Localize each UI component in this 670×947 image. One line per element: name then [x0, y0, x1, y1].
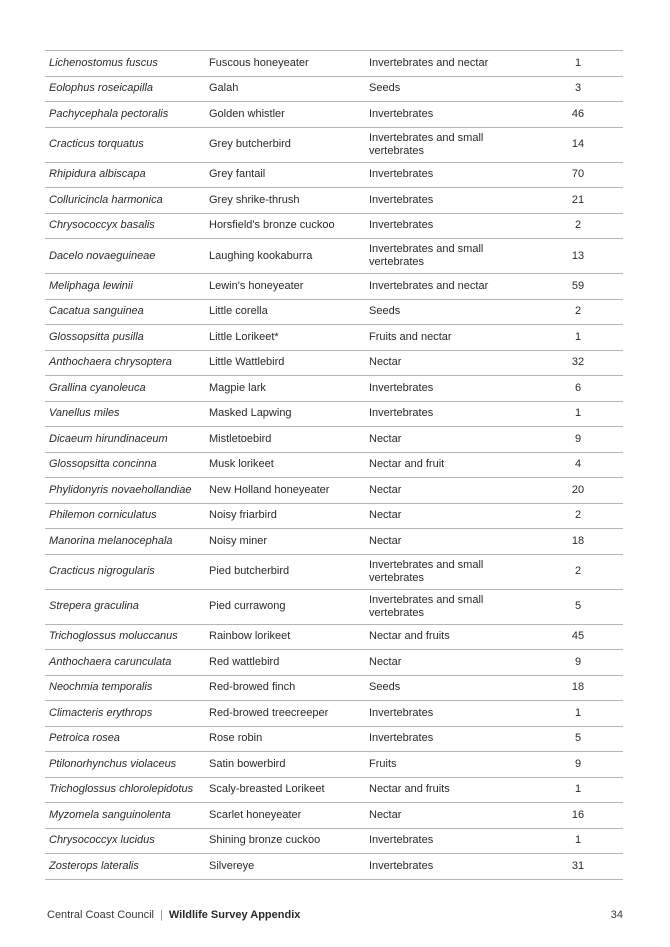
diet-cell: Seeds	[369, 681, 401, 694]
diet-cell: Nectar	[369, 534, 402, 547]
footer-document-title: Wildlife Survey Appendix	[168, 909, 301, 921]
common-name-cell: Little corella	[209, 305, 268, 318]
diet-cell: Nectar	[369, 432, 402, 445]
scientific-name-cell: Glossopsitta concinna	[49, 458, 157, 471]
common-name-cell: Mistletoebird	[209, 432, 272, 445]
count-cell: 21	[571, 193, 585, 206]
count-cell: 70	[571, 168, 585, 181]
scientific-name-cell: Ptilonorhynchus violaceus	[49, 757, 177, 770]
diet-cell: Invertebrates	[369, 381, 434, 394]
count-cell: 13	[571, 249, 585, 262]
count-cell: 1	[574, 706, 582, 719]
table-row	[45, 401, 623, 427]
table-row	[45, 777, 623, 803]
diet-cell: Invertebrates	[369, 193, 434, 206]
diet-cell: Fruits	[369, 757, 397, 770]
diet-cell: Fruits and nectar	[369, 330, 452, 343]
common-name-cell: Horsfield's bronze cuckoo	[209, 219, 335, 232]
diet-cell: Invertebrates and small vertebrates	[369, 243, 484, 268]
table-row	[45, 624, 623, 650]
common-name-cell: Noisy friarbird	[209, 509, 277, 522]
table-row	[45, 325, 623, 351]
table-row	[45, 803, 623, 829]
count-cell: 2	[574, 219, 582, 232]
scientific-name-cell: Myzomela sanguinolenta	[49, 808, 171, 821]
count-cell: 1	[574, 56, 582, 69]
diet-cell: Invertebrates	[369, 834, 434, 847]
scientific-name-cell: Philemon corniculatus	[49, 509, 157, 522]
table-row	[45, 478, 623, 504]
count-cell: 6	[574, 381, 582, 394]
common-name-cell: Red-browed finch	[209, 681, 296, 694]
count-cell: 32	[571, 356, 585, 369]
count-cell: 1	[574, 834, 582, 847]
count-cell: 5	[574, 732, 582, 745]
table-row	[45, 503, 623, 529]
diet-cell: Invertebrates	[369, 859, 434, 872]
table-row	[45, 350, 623, 376]
common-name-cell: Grey butcherbird	[209, 138, 291, 150]
page-number: 34	[610, 909, 623, 921]
count-cell: 9	[574, 432, 582, 445]
table-row	[45, 854, 623, 880]
table-row	[45, 752, 623, 778]
diet-cell: Invertebrates and nectar	[369, 56, 489, 69]
scientific-name-cell: Pachycephala pectoralis	[49, 107, 169, 120]
scientific-name-cell: Trichoglossus moluccanus	[49, 630, 178, 643]
page-footer	[47, 909, 623, 921]
common-name-cell: Red wattlebird	[209, 655, 280, 668]
diet-cell: Seeds	[369, 82, 401, 95]
common-name-cell: Grey shrike-thrush	[209, 193, 300, 206]
count-cell: 46	[571, 107, 585, 120]
common-name-cell: Lewin's honeyeater	[209, 279, 304, 292]
table-row	[45, 376, 623, 402]
count-cell: 2	[574, 509, 582, 522]
table-row	[45, 274, 623, 300]
diet-cell: Seeds	[369, 305, 401, 318]
table-row	[45, 589, 623, 624]
count-cell: 9	[574, 655, 582, 668]
common-name-cell: Scaly-breasted Lorikeet	[209, 783, 325, 796]
scientific-name-cell: Colluricincla harmonica	[49, 193, 163, 206]
count-cell: 1	[574, 330, 582, 343]
count-cell: 20	[571, 483, 585, 496]
table-row	[45, 76, 623, 102]
table-body	[45, 51, 623, 880]
count-cell: 16	[571, 808, 585, 821]
scientific-name-cell: Dicaeum hirundinaceum	[49, 432, 168, 445]
count-cell: 2	[574, 305, 582, 318]
common-name-cell: Grey fantail	[209, 168, 266, 181]
count-cell: 59	[571, 279, 585, 292]
table-row	[45, 239, 623, 274]
common-name-cell: Fuscous honeyeater	[209, 56, 309, 69]
scientific-name-cell: Trichoglossus chlorolepidotus	[49, 783, 194, 796]
footer-organization: Central Coast Council	[47, 909, 154, 921]
count-cell: 14	[571, 138, 585, 150]
count-cell: 18	[571, 681, 585, 694]
table-row	[45, 127, 623, 162]
count-cell: 45	[571, 630, 585, 643]
diet-cell: Invertebrates and small vertebrates	[369, 593, 484, 619]
diet-cell: Nectar	[369, 655, 402, 668]
table-row	[45, 427, 623, 453]
scientific-name-cell: Lichenostomus fuscus	[49, 56, 158, 69]
table-row	[45, 726, 623, 752]
count-cell: 18	[571, 534, 585, 547]
scientific-name-cell: Anthochaera chrysoptera	[49, 356, 172, 369]
diet-cell: Nectar and fruit	[369, 458, 445, 471]
scientific-name-cell: Cacatua sanguinea	[49, 305, 144, 318]
diet-cell: Nectar	[369, 483, 402, 496]
common-name-cell: Laughing kookaburra	[209, 249, 313, 262]
scientific-name-cell: Anthochaera carunculata	[49, 655, 172, 668]
scientific-name-cell: Meliphaga lewinii	[49, 279, 133, 292]
scientific-name-cell: Petroica rosea	[49, 732, 120, 745]
common-name-cell: Noisy miner	[209, 534, 268, 547]
diet-cell: Invertebrates and small vertebrates	[369, 131, 484, 157]
common-name-cell: Magpie lark	[209, 381, 266, 394]
bird-species-table	[45, 50, 623, 880]
diet-cell: Invertebrates and small vertebrates	[369, 558, 484, 584]
diet-cell: Nectar	[369, 509, 402, 522]
table-row	[45, 188, 623, 214]
scientific-name-cell: Neochmia temporalis	[49, 681, 153, 694]
table-row	[45, 299, 623, 325]
common-name-cell: Satin bowerbird	[209, 757, 286, 770]
diet-cell: Invertebrates	[369, 107, 434, 120]
diet-cell: Invertebrates and nectar	[369, 279, 489, 292]
count-cell: 2	[574, 565, 582, 577]
common-name-cell: Little Lorikeet*	[209, 330, 279, 343]
count-cell: 4	[574, 458, 582, 471]
diet-cell: Nectar	[369, 356, 402, 369]
common-name-cell: Red-browed treecreeper	[209, 706, 329, 719]
common-name-cell: Masked Lapwing	[209, 407, 292, 420]
scientific-name-cell: Cracticus torquatus	[49, 138, 144, 150]
common-name-cell: Little Wattlebird	[209, 356, 285, 369]
diet-cell: Invertebrates	[369, 732, 434, 745]
common-name-cell: Rose robin	[209, 732, 263, 745]
diet-cell: Nectar and fruits	[369, 630, 450, 643]
scientific-name-cell: Dacelo novaeguineae	[49, 249, 156, 262]
table-row	[45, 102, 623, 128]
table-row	[45, 554, 623, 589]
scientific-name-cell: Chrysococcyx lucidus	[49, 834, 155, 847]
common-name-cell: New Holland honeyeater	[209, 483, 330, 496]
count-cell: 31	[571, 859, 585, 872]
common-name-cell: Scarlet honeyeater	[209, 808, 302, 821]
common-name-cell: Pied currawong	[209, 600, 286, 612]
table-row	[45, 701, 623, 727]
scientific-name-cell: Climacteris erythrops	[49, 706, 153, 719]
count-cell: 1	[574, 783, 582, 796]
scientific-name-cell: Vanellus miles	[49, 407, 120, 420]
footer-separator: |	[160, 909, 163, 921]
count-cell: 1	[574, 407, 582, 420]
scientific-name-cell: Glossopsitta pusilla	[49, 330, 144, 343]
scientific-name-cell: Strepera graculina	[49, 600, 139, 612]
common-name-cell: Rainbow lorikeet	[209, 630, 291, 643]
diet-cell: Nectar and fruits	[369, 783, 450, 796]
scientific-name-cell: Rhipidura albiscapa	[49, 168, 146, 181]
common-name-cell: Silvereye	[209, 859, 255, 872]
table-row	[45, 162, 623, 188]
common-name-cell: Golden whistler	[209, 107, 285, 120]
scientific-name-cell: Eolophus roseicapilla	[49, 82, 153, 95]
diet-cell: Nectar	[369, 808, 402, 821]
table-row	[45, 529, 623, 555]
scientific-name-cell: Cracticus nigrogularis	[49, 565, 155, 577]
table-row	[45, 675, 623, 701]
diet-cell: Invertebrates	[369, 219, 434, 232]
scientific-name-cell: Zosterops lateralis	[49, 859, 139, 872]
scientific-name-cell: Manorina melanocephala	[49, 534, 173, 547]
table-row	[45, 828, 623, 854]
table-row	[45, 452, 623, 478]
table-row	[45, 213, 623, 239]
diet-cell: Invertebrates	[369, 706, 434, 719]
table-row	[45, 51, 623, 77]
common-name-cell: Galah	[209, 82, 239, 95]
count-cell: 9	[574, 757, 582, 770]
scientific-name-cell: Chrysococcyx basalis	[49, 219, 155, 232]
diet-cell: Invertebrates	[369, 407, 434, 420]
scientific-name-cell: Grallina cyanoleuca	[49, 381, 146, 394]
count-cell: 3	[574, 82, 582, 95]
common-name-cell: Musk lorikeet	[209, 458, 274, 471]
common-name-cell: Pied butcherbird	[209, 565, 290, 577]
common-name-cell: Shining bronze cuckoo	[209, 834, 321, 847]
table-row	[45, 650, 623, 676]
diet-cell: Invertebrates	[369, 168, 434, 181]
scientific-name-cell: Phylidonyris novaehollandiae	[49, 483, 192, 496]
count-cell: 5	[574, 600, 582, 612]
